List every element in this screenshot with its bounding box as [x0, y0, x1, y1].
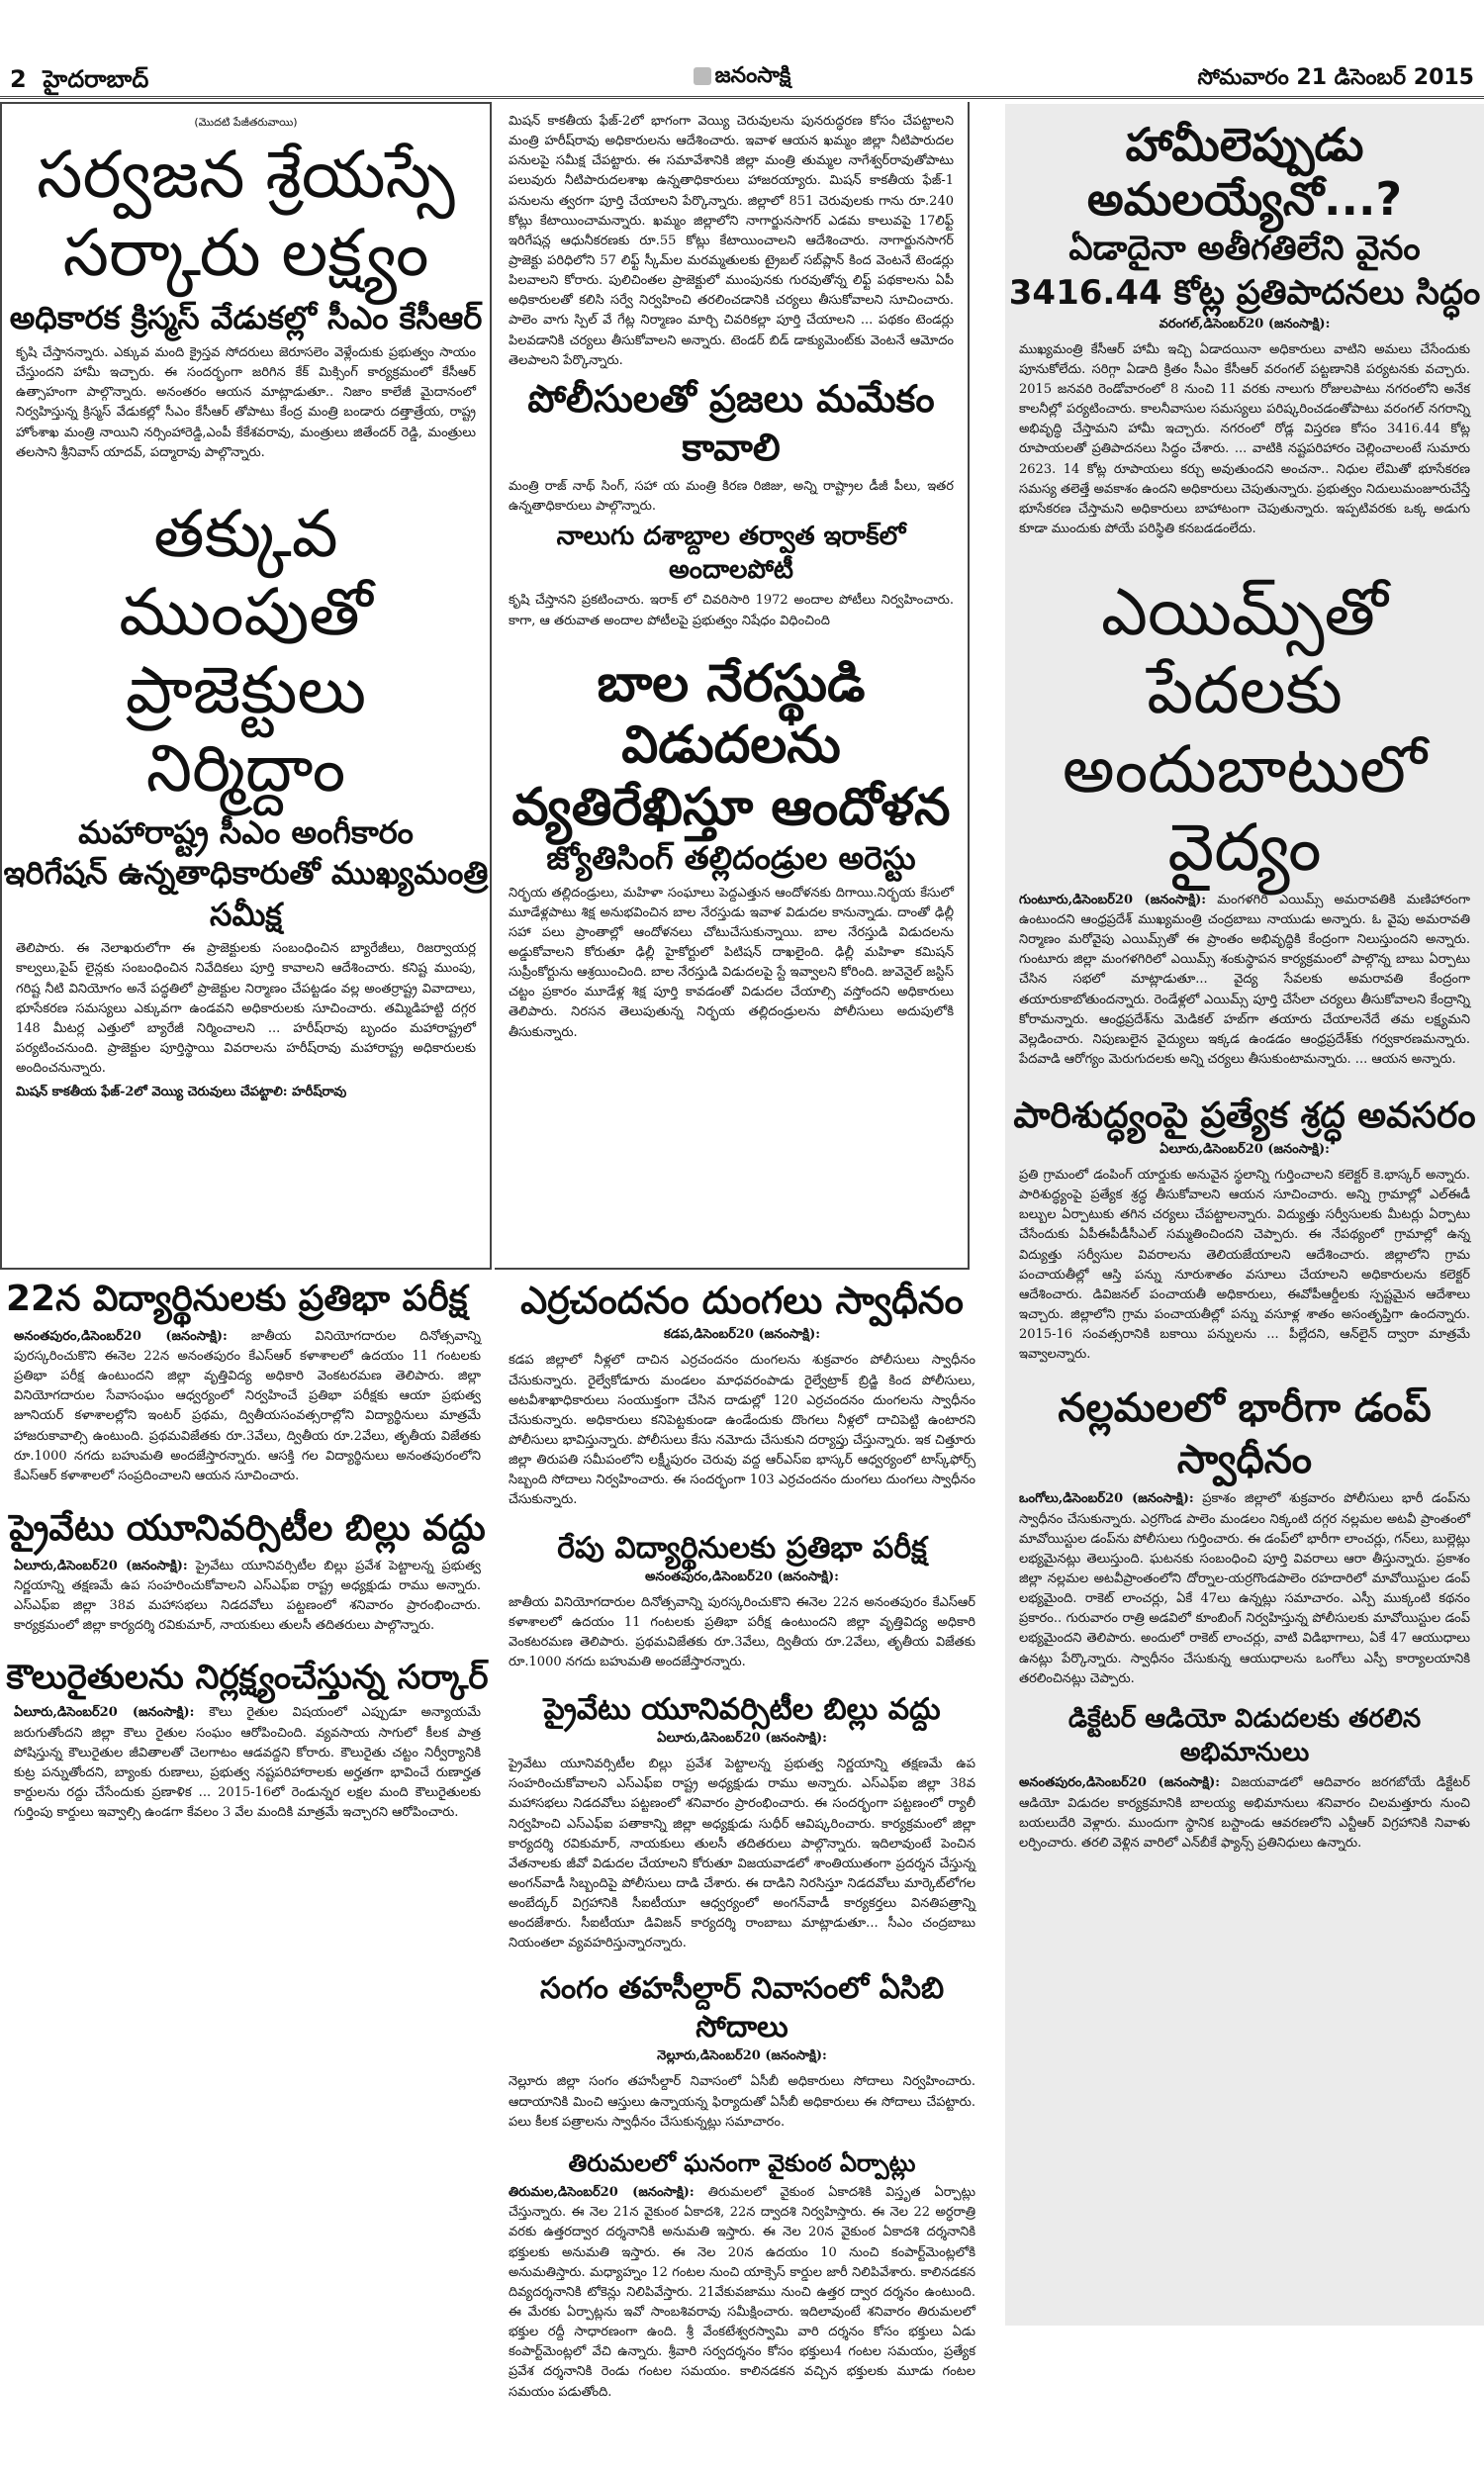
story-body-talent-test: జాతీయ వినియోగదారుల దినోత్సవాన్ని పురస్కరించుకొని ఈనెల 22న అనంతపురం కేఎస్ఆర్ కళాశాలలో ఉదయం 11 గంటలకు ప్రతిభా పరీక్ష ఉంటుందని జిల్లా వృత్తివిద్య అధికారి వెంకటరమణ తెలిపారు. జిల్లా వినియోగదారుల సేవాసంఘం ఆధ్వర్యంలో నిర్వహించే ప్రతిభా పరీక్షకు ఆయా ప్రభుత్వ జూనియర్ కళాశాలల్లోని ఇంటర్ ప్రథమ, ద్వితీయసంవత్సరాల్లోని విద్యార్థినులు మాత్రమే హాజరుకావాల్సి ఉంటుంది. ప్రథమవిజేతకు రూ.3వేలు, ద్వితీయ రూ.2వేలు, తృతీయ విజేతకు రూ.1000 నగదు బహుమతి అందజేస్తారన్నారు. ఆసక్తి గల విద్యార్థినులు అనంతపురంలోని కేఎస్ఆర్ కళాశాలలో సంప్రదించాలని ఆయన సూచించారు. [14, 1328, 481, 1483]
issue-date: సోమవారం 21 డిసెంబర్ 2015 [1197, 65, 1474, 90]
headline-iraq: నాలుగు దశాబ్దాల తర్వాత ఇరాక్‌లో అందాలపోటీ [556, 521, 906, 585]
center-top-box [495, 102, 970, 1270]
story-body-aiims: మంగళగిరి ఎయిమ్స్ అమరావతికి మణిహారంగా ఉంటుందని ఆంధ్రప్రదేశ్ ముఖ్యమంత్రి చంద్రబాబు నాయుడు అన్నారు. ఓ వైపు అమరావతి నిర్మాణం మరోవైపు ఎయిమ్స్‌తో ఈ ప్రాంతం అభివృద్ధికి కేంద్రంగా నిలుస్తుందని అన్నారు. గుంటూరు జిల్లా మంగళగిరిలో ఎయిమ్స్ శంకుస్థాపన కార్యక్రమంలో పాల్గొన్న బాబు ఏర్పాటు చేసిన సభలో మాట్లాడుతూ... వైద్య సేవలకు అమరావతి కేంద్రంగా తయారుకాబోతుందన్నారు. రెండేళ్లలో ఎయిమ్స్ పూర్తి చేసేలా చర్యలు తీసుకోవాలని కేంద్రాన్ని కోరామన్నారు. ఆంధ్రప్రదేశ్‌ను మెడికల్ హబ్‌గా తయారు చేయాలనేదే తమ లక్ష్యమని వెల్లడించారు. నిపుణులైన వైద్యులు ఇక్కడ ఉండడం ఆంధ్రప్రదేశ్‌కు గర్వకారణమన్నారు. పేదవాడి ఆరోగ్యం మెరుగుదలకు అన్ని చర్యలు తీసుకుంటామన్నారు. ... ఆయన అన్నారు. [1019, 892, 1470, 1068]
dateline-eluru-2: ఏలూరు,డిసెంబర్20 (జనంసాక్షి): [14, 1705, 195, 1721]
story-body-acb-raids: నెల్లూరు జిల్లా సంగం తహసీల్దార్ నివాసంలో ఏసీబీ అధికారులు సోదాలు నిర్వహించారు. ఆదాయానికి మించి ఆస్తులు ఉన్నాయన్న ఫిర్యాదుతో ఏసీబీ అధికారులు ఈ సోదాలు చేపట్టారు. పలు కీలక పత్రాలను స్వాధీనం చేసుకున్నట్లు సమాచారం. [509, 2074, 975, 2130]
subhead-irrigation: ఇరిగేషన్ ఉన్నతాధికారుతో ముఖ్యమంత్రి సమీక్ష [3, 854, 489, 933]
story-body-sanitation: ప్రతి గ్రామంలో డంపింగ్ యార్డుకు అనువైన స్థలాన్ని గుర్తించాలని కలెక్టర్ కె.భాస్కర్ అన్నారు. పారిశుద్ధ్యంపై ప్రత్యేక శ్రద్ధ తీసుకోవాలని ఆయన సూచించారు. అన్ని గ్రామాల్లో ఎల్ఈడీ బల్బుల ఏర్పాటుకు తగిన చర్యలు చేపట్టాలన్నారు. విద్యుత్తు సర్వీసులకు మీటర్లు ఏర్పాటు చేసేందుకు ఏపీఈపీడీసీఎల్ సమ్మతించిందని చెప్పారు. ఈ నేపథ్యంలో గ్రామాల్లో ఉన్న విద్యుత్తు సర్వీసుల వివరాలను తెలియజేయాలని ఆదేశించారు. జిల్లాలోని గ్రామ పంచాయతీల్లో ఆస్తి పన్ను నూరుశాతం వసూలు చేయాలని అధికారులను కలెక్టర్ ఆదేశించారు. డివిజనల్ పంచాయతీ అధికారులు, ఈవోపీఆర్డీలకు స్పష్టమైన ఆదేశాలు ఇచ్చారు. జిల్లాలోని గ్రామ పంచాయతీల్లో పన్ను వసూళ్ల శాతం అసంతృప్తిగా ఉందన్నారు. 2015-16 సంవత్సరానికి బకాయి పన్నులను ... పీల్లేదని, ఆన్‌లైన్ ద్వారా మాత్రమే ఇవ్వాలన్నారు. [1019, 1167, 1470, 1363]
headline-private-univ: ప్రైవేటు యూనివర్సిటీల బిల్లు వద్దు [9, 1507, 486, 1549]
story-body-tirumala: తిరుమలలో వైకుంఠ ఏకాదశికి విస్తృత ఏర్పాట్లు చేస్తున్నారు. ఈ నెల 21న వైకుంఠ ఏకాదశి, 22న ద్వాదశి నిర్వహిస్తారు. ఈ నెల 22 అర్ధరాత్రి వరకు ఉత్తరద్వార దర్శనానికి అనుమతి ఇస్తారు. ఈ నెల 20న వైకుంఠ ఏకాదశి దర్శనానికి భక్తులకు అనుమతి ఇస్తారు. ఈ నెల 20న ఉదయం 10 నుంచి కంపార్ట్‌మెంట్లలోకి అనుమతిస్తారు. మధ్యాహ్నం 12 గంటల నుంచి యాక్సెస్ కార్డుల జారీ నిలిపివేశారు. కాలినడకన దివ్యదర్శనానికి టోకెన్లు నిలిపివేస్తారు. 21వేకువజాము నుంచి ఉత్తర ద్వార దర్శనం ఉంటుంది. ఈ మేరకు ఏర్పాట్లను ఇవో సాంబశివరావు సమీక్షించారు. ఇదిలావుంటే శనివారం తిరుమలలో భక్తుల రద్దీ సాధారణంగా ఉంది. శ్రీ వేంకటేశ్వరస్వామి వారి దర్శనం కోసం భక్తులు ఏడు కంపార్ట్‌మెంట్లలో వేచి ఉన్నారు. శ్రీవారి సర్వదర్శనం కోసం భక్తులు4 గంటల సమయం, ప్రత్యేక ప్రవేశ దర్శనానికి రెండు గంటల సమయం. కాలినడకన వచ్చిన భక్తులకు మూడు గంటల సమయం పడుతోంది. [509, 2185, 976, 2400]
dateline-eluru-3: ఏలూరు,డిసెంబర్20 (జనంసాక్షి): [657, 1731, 827, 1747]
subhead-maharashtra: మహారాష్ట్ర సీఎం అంగీకారం [78, 812, 414, 851]
dateline-nellore: నెల్లూరు,డిసెంబర్20 (జనంసాక్షి): [657, 2048, 827, 2064]
story-body-dump: ప్రకాశం జిల్లాలో శుక్రవారం పోలీసులు భారీ డంప్‌ను స్వాధీనం చేసుకున్నారు. ఎర్రగొండ పాలెం మండలం నిక్కంటి దగ్గర నల్లమల అటవీ ప్రాంతంలో మావోయిస్టుల డంప్‌ను పోలీసులు గుర్తించారు. ఈ డంప్‌లో భారీగా లాంచర్లు, గన్‌లు, బుల్లెట్లు లభ్యమైనట్లు తెలుస్తుంది. ఘటనకు సంబంధించి పూర్తి వివరాలు ఆరా తీస్తున్నారు. ప్రకాశం జిల్లా నల్లమల అటవీప్రాంతంలోని దోర్నాల-యర్రగొండపాలెం రహదారిలో మావోయిస్టుల డంప్ లభ్యమైంది. రాకెట్ లాంచర్లు, ఏకే 47లు ఉన్నట్లు సమాచారం. ఎస్పీ ముక్కంటి కథనం ప్రకారం.. గురువారం రాత్రి అడవిలో కూంబింగ్ నిర్వహిస్తున్న పోలీసులకు మావోయిస్టుల డంప్ లభ్యమైందని తెలిపారు. అందులో రాకెట్ లాంచర్లు, వాటి విడిభాగాలు, ఏకే 47 ఆయుధాలు ఉనట్లు పేర్కొన్నారు. స్వాధీనం చేసుకున్న ఆయుధాలను ఒంగోలు ఎస్పీ కార్యాలయానికి తరలించినట్లు చెప్పారు. [1019, 1491, 1470, 1686]
story-body-police: మంత్రి రాజ్ నాథ్ సింగ్, సహా య మంత్రి కిరణ రిజిజు, అన్ని రాష్ట్రాల డీజీ పీలు, ఇతర ఉన్నతాధికారులు పాల్గొన్నారు. [509, 478, 954, 514]
headline-projects: తక్కువ ముంపుతో ప్రాజెక్టులు నిర్మిద్దాం [119, 495, 373, 808]
headline-sarvajana: సర్వజన శ్రేయస్సే సర్కారు లక్ష్యం [37, 137, 455, 292]
story-body-dictator: విజయవాడలో ఆదివారం జరగబోయే డిక్టేటర్ ఆడియో విడుదల కార్యక్రమానికి బాలయ్య అభిమానులు శనివారం చిలమత్తూరు నుంచి బయలుదేరి వెళ్లారు. ముందుగా స్థానిక బస్టాండు ఆవరణలోని ఎన్టీఆర్ విగ్రహానికి నివాళు లర్పించారు. తరలి వెళ్లిన వారిలో ఎన్‌బీకే ఫ్యాన్స్ ప్రతినిధులు ఉన్నారు. [1019, 1775, 1470, 1851]
dateline-eluru-1: ఏలూరు,డిసెంబర్20 (జనంసాక్షి): [14, 1558, 188, 1573]
right-column [1005, 104, 1484, 2326]
headline-talent-test: 22న విద్యార్థినులకు ప్రతిభా పరీక్ష [6, 1279, 468, 1319]
dateline-warangal: వరంగల్,డిసెంబర్20 (జనంసాక్షి): [1159, 316, 1331, 332]
paper-name: జనంసాక్షి [714, 63, 791, 88]
headline-red-sanders: ఎర్రచందనం దుంగలు స్వాధీనం [520, 1279, 964, 1322]
story-body-private-univ: ప్రైవేటు యూనివర్సిటీల బిల్లు ప్రవేశ పెట్టాలన్న ప్రభుత్వ నిర్ణయాన్ని తక్షణమే ఉప సంహరించుకోవాలని ఎస్ఎఫ్ఐ రాష్ట్ర అధ్యక్షుడు రాము అన్నారు. ఎస్ఎఫ్ఐ జిల్లా 38వ మహాసభలు నిడదవోలు పట్టణంలో శనివారం ప్రారంభించారు. కార్యక్రమంలో జిల్లా కార్యదర్శి రవికుమార్, నాయకులు తులసీ తదితరులు పాల్గొన్నారు. [14, 1558, 481, 1634]
logo-icon [694, 67, 711, 85]
headline-promises: హామీలెప్పుడు అమలయ్యేనో...? [1086, 118, 1403, 227]
headline-tenant-farmers: కౌలురైతులను నిర్లక్ష్యంచేస్తున్న సర్కార్ [6, 1658, 489, 1698]
left-bottom-column [0, 1277, 495, 2474]
headline-tirumala: తిరుమలలో ఘనంగా వైకుంఠ ఏర్పాట్లు [568, 2148, 916, 2177]
center-bottom-column [495, 1277, 989, 2474]
headline-police: పోలీసులతో ప్రజలు మమేకం కావాలి [527, 376, 935, 470]
dateline-anantapur: అనంతపురం,డిసెంబర్20 (జనంసాక్షి): [1019, 1775, 1221, 1791]
story-body-mission-kakatiya: మిషన్ కాకతీయ ఫేజ్-2లో భాగంగా వెయ్యి చెరువులను పునరుద్ధరణ కోసం చేపట్టాలని మంత్రి హరీష్‌రావు అధికారులను ఆదేశించారు. ఇవాళ ఆయన ఖమ్మం జిల్లా నీటిపారుదల పనులపై సమీక్ష చేపట్టారు. ఈ సమావేశానికి జిల్లా మంత్రి తుమ్మల నాగేశ్వర్‌రావుతోపాటు పలువురు నీటిపారుదలశాఖ ఉన్నతాధికారులు హాజరయ్యారు. మిషన్ కాకతీయ ఫేజ్-1 పనులను త్వరగా పూర్తి చేయాలని పేర్కొన్నారు. జిల్లాలో 851 చెరువులకు గాను రూ.240 కోట్లు కేటాయించామన్నారు. ఖమ్మం జిల్లాలోని నాగార్జునసాగర్ ఎడమ కాలువపై 17లిఫ్ట్ ఇరిగేషన్ల ఆధునీకరణకు రూ.55 కోట్లు కేటాయించాలని ఆదేశించారు. నాగార్జునసాగర్ ప్రాజెక్టు పరిధిలోని 57 లిఫ్ట్ స్కీమ్‌ల మరమ్మతులకు ట్రైబల్ సబ్‌ప్లాన్ కింద వెంటనే టెండర్లు పిలవాలని కోరారు. పులిచింతల ప్రాజెక్టులో ముంపునకు గురవుతోన్న లిఫ్ట్ పథకాలను ఏపీ అధికారులతో కలిసి సర్వే నిర్వహించి తరలించడానికి చర్యలు తీసుకోవాలని సూచించారు. పాలెం వాగు స్పిల్ వే గేట్ల నిర్మాణం మార్చి చివరికల్లా పూర్తి చేయాలని ... పథకం టెండర్లు పిలవడానికి చర్యలు తీసుకోవాలని అన్నారు. టెండర్ బిడ్ డాక్యుమెంట్‌కు వెంటనే ఆమోదం తెలపాలని పేర్కొన్నారు. [509, 114, 954, 368]
headline-juvenile: బాల నేరస్థుడి విడుదలను వ్యతిరేఖిస్తూ ఆందోళన [511, 653, 951, 837]
story-body-red-sanders: కడప జిల్లాలో నీళ్లలో దాచిన ఎర్రచందనం దుంగలను శుక్రవారం పోలీసులు స్వాధీనం చేసుకున్నారు. రైల్వేకోడూరు మండలం మాధవరంపాడు రైల్వేట్రాక్ బ్రిడ్జి కింద పోలీసులు, అటవీశాఖాధికారులు సంయుక్తంగా చేసిన దాడుల్లో 120 ఎర్రచందనం దుంగలను స్వాధీనం చేసుకున్నారు. అధికారులు కనిపెట్టకుండా ఉండేందుకు దొంగలు నీళ్లలో దాచిపెట్టి ఉంటారని పోలీసులు భావిస్తున్నారు. పోలీసులు కేసు నమోదు చేసుకుని దర్యాప్తు చేస్తున్నారు. ఇక చిత్తూరు జిల్లా తిరుపతి సమీపంలోని లక్ష్మీపురం చెరువు వద్ద ఆర్ఎస్ఐ భాస్కర్ ఆధ్వర్యంలో టాస్క్‌ఫోర్స్ సిబ్బంది సోదాలు నిర్వహించారు. ఈ సందర్భంగా 103 ఎర్రచందనం దుంగలు దుంగలు స్వాధీనం చేసుకున్నారు. [509, 1353, 975, 1508]
story-body-tomorrow-test: జాతీయ వినియోగదారుల దినోత్సవాన్ని పురస్కరించుకొని ఈనెల 22న అనంతపురం కేఎస్ఆర్ కళాశాలలో ఉదయం 11 గంటలకు ప్రతిభా పరీక్ష ఉంటుందని జిల్లా వృత్తివిద్య అధికారి వెంకటరమణ తెలిపారు. ప్రథమవిజేతకు రూ.3వేలు, ద్వితీయ రూ.2వేలు, తృతీయ విజేతకు రూ.1000 నగదు బహుమతి అందజేస్తారన్నారు. [509, 1594, 975, 1669]
left-top-box [0, 102, 492, 1270]
story-body-projects: తెలిపారు. ఈ నెలాఖరులోగా ఈ ప్రాజెక్టులకు సంబంధించిన బ్యారేజీలు, రిజర్వాయర్ల కాల్వలు,పైప్ లైన్లకు సంబంధించిన నివేదికలు పూర్తి కావాలని ఆదేశించారు. కనిష్ట ముంపు, గరిష్ట నీటి వినియోగం అనే పద్ధతిలో ప్రాజెక్టుల నిర్మాణం చేపట్టడం వల్ల అంతర్రాష్ట్ర వివాదాలు, భూసేకరణ సమస్యలు ఎక్కువగా ఉండవని అధికారులకు సూచించారు. తమ్మిడిహట్టి దగ్గర 148 మీటర్ల ఎత్తులో బ్యారేజీ నిర్మించాలని ... హరీష్‌రావు బృందం మహారాష్ట్రలో పర్యటించనుంది. ప్రాజెక్టుల పూర్తిస్థాయి వివరాలను హరీష్‌రావు మహారాష్ట్ర అధికారులకు అందించనున్నారు. [16, 941, 476, 1077]
headline-dump: నల్లమలలో భారీగా డంప్ స్వాధీనం [1058, 1385, 1432, 1483]
dateline-ongole: ఒంగోలు,డిసెంబర్20 (జనంసాక్షి): [1019, 1491, 1194, 1507]
dateline-tirumala: తిరుమల,డిసెంబర్20 (జనంసాక్షి): [509, 2185, 695, 2201]
masthead [0, 0, 1484, 99]
photo-caption: మిషన్ కాకతీయ ఫేజ్-2లో వెయ్యి చెరువులు చేపట్టాలి: హరీష్‌రావు [16, 1085, 347, 1100]
headline-dictator: డిక్టేటర్ ఆడియో విడుదలకు తరలిన అభిమానులు [1067, 1703, 1422, 1767]
story-body-warangal: ముఖ్యమంత్రి కేసీఆర్ హామీ ఇచ్చి ఏడాదయినా అధికారులు వాటిని అమలు చేసేందుకు పూనుకోలేదు. సరిగ్గా ఏడాది క్రితం సీఎం కేసీఆర్ వరంగల్ పట్టణానికి పర్యటనకు వచ్చారు. 2015 జనవరి రెండోవారంలో 8 నుంచి 11 వరకు నాలుగు రోజులపాటు నగరంలోని అనేక కాలనీల్లో పర్యటించారు. కాలనీవాసుల సమస్యలు పరిష్కరించడంతోపాటు వరంగల్ నగరాన్ని అభివృద్ధి చేస్తామని హామీ ఇచ్చారు. నగరంలో రోడ్ల విస్తరణ కోసం 3416.44 కోట్ల రూపాయలతో ప్రతిపాదనలు సిద్ధం చేశారు. ... వాటికి నష్టపరిహారం చెల్లించాలంటే సుమారు 2623. 14 కోట్ల రూపాయలు కర్చు అవుతుందని అంచనా.. నిధుల లేమితో భూసేకరణ సమస్య తలెత్తే అవకాశం ఉందని అధికారులు చెపుతున్నారు. ప్రభుత్వం నిదులుమంజూరుచేస్తే భూసేకరణ చేస్తామని అధికారులు బాహాటంగా చెపుతున్నారు. ఇప్పటివరకు ఒక్క అడుగు కూడా ముందుకు పోయే పరిస్థితి కనబడడంలేదు. [1019, 341, 1470, 537]
story-body-juvenile: నిర్భయ తల్లిదండ్రులు, మహిళా సంఘాలు పెద్దఎత్తున ఆందోళనకు దిగాయి.నిర్భయ కేసులో మూడేళ్లపాటు శిక్ష అనుభవించిన బాల నేరస్తుడు ఇవాళ విడుదల కానున్నాడు. దాంతో ఢిల్లీ సహా పలు ప్రాంతాల్లో ఆందోళనలు చోటుచేసుకున్నాయి. బాల నేరస్తుడి విడుదలను అడ్డుకోవాలని కోరుతూ ఢిల్లీ హైకోర్టులో పిటిషన్ దాఖలైంది. ఢిల్లీ మహిళా కమిషన్ సుప్రీంకోర్టును ఆశ్రయించింది. బాల నేరస్తుడి విడుదలపై స్టే ఇవ్వాలని కోరింది. జువెనైల్ జస్టిస్ చట్టం ప్రకారం మూడేళ్ల శిక్ష పూర్తి కావడంతో విడుదల చేయాల్సి వస్తోందని అధికారులు తెలిపారు. నిరసన తెలుపుతున్న నిర్భయ తల్లిదండ్రులను పోలీసులు అదుపులోకి తీసుకున్నారు. [509, 885, 954, 1040]
dateline-guntur: గుంటూరు,డిసెంబర్20 (జనంసాక్షి): [1019, 892, 1207, 907]
subhead-one-year: ఏడాదైనా అతీగతిలేని వైనం [1068, 229, 1421, 269]
headline-aiims: ఎయిమ్స్‌తో పేదలకు అందుబాటులో వైద్యం [1062, 574, 1428, 886]
story-body-private-univ-2: ప్రైవేటు యూనివర్సిటీల బిల్లు ప్రవేశ పెట్టాలన్న ప్రభుత్వ నిర్ణయాన్ని తక్షణమే ఉప సంహరించుకోవాలని ఎస్ఎఫ్ఐ రాష్ట్ర అధ్యక్షుడు రాము అన్నారు. ఎస్ఎఫ్ఐ జిల్లా 38వ మహాసభలు నిడదవోలు పట్టణంలో శనివారం ప్రారంభించారు. ఈ సందర్భంగా పట్టణంలో ర్యాలీ నిర్వహించి ఎస్ఎఫ్ఐ పతాకాన్ని జిల్లా అధ్యక్షుడు సుధీర్ ఆవిష్కరించారు. కార్యక్రమంలో జిల్లా కార్యదర్శి రవికుమార్, నాయకులు తులసీ తదితరులు పాల్గొన్నారు. ఇదిలావుంటే పెంచిన వేతనాలకు జీవో విడుదల చేయాలని కోరుతూ విజయవాడలో శాంతియుతంగా ప్రదర్శన చేస్తున్న అంగన్‌వాడీ సిబ్బందిపై పోలీసులు దాడి చేశారు. ఈ దాడిని నిరసిస్తూ నిడదవోలు మార్కెట్‌లోగల అంబేద్కర్ విగ్రహానికి సీఐటీయూ ఆధ్వర్యంలో అంగన్‌వాడీ కార్యకర్తలు వినతిపత్రాన్ని అందజేశారు. సీఐటీయూ డివిజన్ కార్యదర్శి రాంబాబు మాట్లాడుతూ... సీఎం చంద్రబాబు నియంతలా వ్యవహరిస్తున్నారన్నారు. [509, 1757, 975, 1951]
dateline-anantapur-2: అనంతపురం,డిసెంబర్20 (జనంసాక్షి): [645, 1569, 839, 1584]
story-body-iraq: కృషి చేస్తానని ప్రకటించారు. ఇరాక్ లో చివరిసారి 1972 అందాల పోటీలు నిర్వహించారు. కాగా, ఆ తరువాత అందాల పోటీలపై ప్రభుత్వం నిషేధం విధించింది [509, 593, 954, 628]
story-body-tenant-farmers: కౌలు రైతుల విషయంలో ఎప్పుడూ అన్యాయమే జరుగుతోందని జిల్లా కౌలు రైతుల సంఘం ఆరోపించింది. వ్యవసాయ సాగులో కీలక పాత్ర పోషిస్తున్న కౌలురైతుల జీవితాలతో చెలగాటం ఆడవద్దని కోరారు. కౌలురైతు చట్టం నిర్వీర్యానికి కుట్ర పన్నుతోందని, బ్యాంకు రుణాలు, ప్రభుత్వ నష్టపరిహారాలకు అర్హతగా భావించే రుణార్హత కార్డులను రద్దు చేసేందుకు ప్రణాళిక ... 2015-16లో రెండున్నర లక్షల మంది కౌలురైతులకు గుర్తింపు కార్డులు ఇవ్వాల్సి ఉండగా కేవలం 3 వేల మందికి మాత్రమే ఇచ్చారని ఆరోపించారు. [14, 1705, 481, 1821]
subhead-proposals: 3416.44 కోట్ల ప్రతిపాదనలు సిద్ధం [1008, 272, 1481, 313]
headline-acb-raids: సంగం తహసీల్దార్ నివాసంలో ఏసిబి సోదాలు [539, 1971, 945, 2046]
dateline-kadapa: కడప,డిసెంబర్20 (జనంసాక్షి): [663, 1327, 821, 1343]
dateline-eluru: ఏలూరు,డిసెంబర్20 (జనంసాక్షి): [1159, 1141, 1330, 1157]
headline-private-univ-2: ప్రైవేటు యూనివర్సిటీల బిల్లు వద్దు [543, 1692, 941, 1728]
dateline-anantapur-1: అనంతపురం,డిసెంబర్20 (జనంసాక్షి): [14, 1328, 228, 1344]
story-body-christmas: కృషి చేస్తానన్నారు. ఎక్కువ మంది క్రైస్తవ సోదరులు జెరూసలెం వెళ్లేందుకు ప్రభుత్వం సాయం చేస్తుందని హామీ ఇచ్చారు. ఈ సందర్భంగా జరిగిన కేక్ మిక్సింగ్ కార్యక్రమంలో కేసీఆర్ ఉత్సాహంగా పాల్గొన్నారు. అనంతరం ఆయన మాట్లాడుతూ.. నిజాం కాలేజీ మైదానంలో నిర్వహిస్తున్న క్రిస్మస్ వేడుకల్లో సీఎం కేసీఆర్ తోపాటు కేంద్ర మంత్రి బండారు దత్తాత్రేయ, రాష్ట్ర హోంశాఖ మంత్రి నాయిని నర్సింహారెడ్డి,ఎంపీ కేకేశవరావు, మంత్రులు జితేందర్ రెడ్డి, మంత్రులు తలసాని శ్రీనివాస్ యాదవ్, పద్మారావు పాల్గొన్నారు. [16, 344, 476, 460]
headline-tomorrow-test: రేపు విద్యార్థినులకు ప్రతిభా పరీక్ష [557, 1530, 927, 1566]
subhead-christmas: అధికారక క్రిస్మస్ వేడుకల్లో సీఎం కేసీఆర్ [9, 299, 483, 337]
headline-sanitation: పారిశుద్ధ్యంపై ప్రత్యేక శ్రద్ధ అవసరం [1013, 1095, 1476, 1137]
kicker: (మొదటి పేజీతరువాయి) [194, 116, 298, 129]
page-number: 2 [10, 65, 27, 93]
section-name: హైదరాబాద్ [43, 65, 149, 93]
subhead-jyothi-singh: జ్యోతిసింగ్ తల్లిదండ్రుల అరెస్టు [546, 838, 916, 877]
